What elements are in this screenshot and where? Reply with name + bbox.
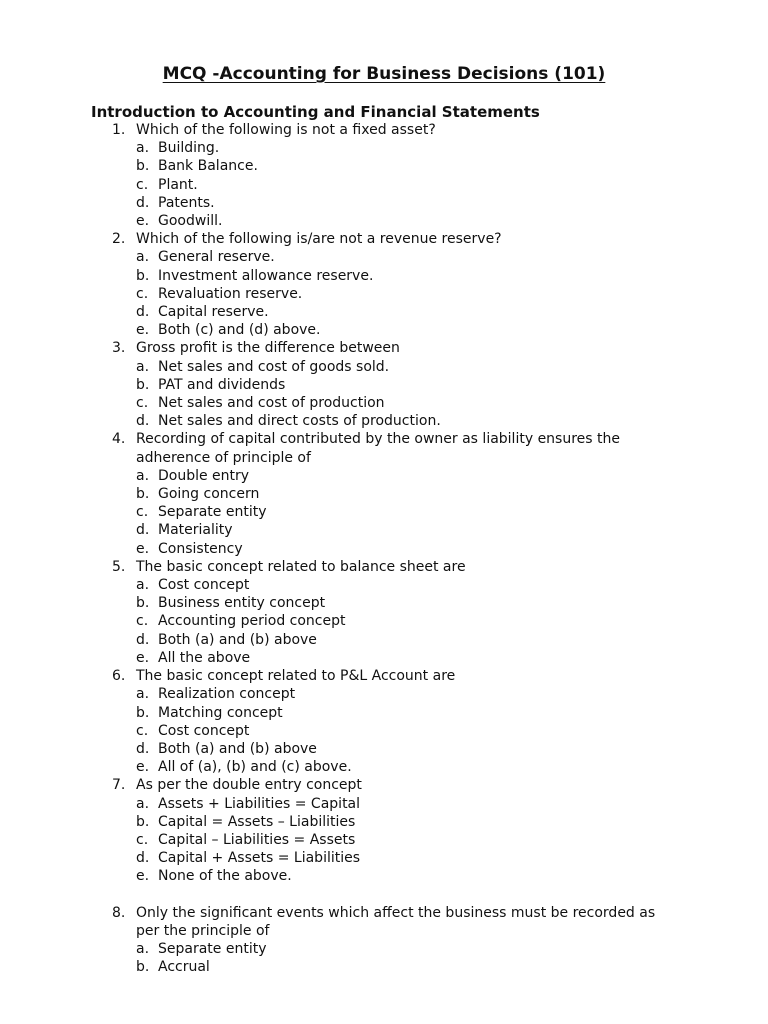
option-text: Net sales and direct costs of production. [158, 413, 441, 430]
option-letter: a. [136, 577, 150, 594]
option-item [0, 649, 768, 667]
option-letter: a. [136, 795, 150, 812]
option-item [0, 831, 768, 849]
option-letter: d. [136, 850, 150, 867]
option-item [0, 867, 768, 885]
option-item [0, 303, 768, 321]
question-row [0, 430, 676, 466]
option-list [0, 685, 768, 776]
option-list [0, 139, 768, 230]
option-text: Cost concept [158, 722, 250, 739]
question-row [0, 121, 676, 139]
question-row [0, 667, 676, 685]
option-text: Separate entity [158, 504, 267, 521]
option-item [0, 722, 768, 740]
option-item [0, 631, 768, 649]
option-item [0, 740, 768, 758]
option-letter: d. [136, 631, 150, 648]
section-heading: Introduction to Accounting and Financial Statements [91, 103, 540, 121]
question-text: The basic concept related to P&L Account are [136, 668, 456, 685]
option-item [0, 285, 768, 303]
option-text: Capital reserve. [158, 304, 269, 321]
option-letter: b. [136, 158, 150, 175]
option-letter: c. [136, 722, 149, 739]
option-text: Assets + Liabilities = Capital [158, 795, 361, 812]
question-text: Which of the following is/are not a revenue reserve? [136, 231, 502, 248]
option-letter: a. [136, 941, 150, 958]
option-item [0, 321, 768, 339]
option-letter: a. [136, 140, 150, 157]
option-letter: c. [136, 395, 149, 412]
option-item [0, 576, 768, 594]
option-letter: a. [136, 358, 150, 375]
option-letter: c. [136, 176, 149, 193]
option-text: Both (c) and (d) above. [158, 322, 321, 339]
question-number: 4. [112, 431, 126, 448]
option-letter: c. [136, 504, 149, 521]
option-letter: e. [136, 322, 150, 339]
question-row [0, 230, 676, 248]
question-number: 3. [112, 340, 126, 357]
option-text: Separate entity [158, 941, 267, 958]
option-item [0, 503, 768, 521]
option-item [0, 958, 768, 976]
option-item [0, 194, 768, 212]
question-text: The basic concept related to balance sheet are [136, 558, 466, 575]
question-item [0, 667, 768, 776]
option-item [0, 267, 768, 285]
option-text: Investment allowance reserve. [158, 267, 374, 284]
question-number: 7. [112, 777, 126, 794]
option-text: Bank Balance. [158, 158, 258, 175]
question-number: 5. [112, 558, 126, 575]
option-letter: d. [136, 194, 150, 211]
option-item [0, 758, 768, 776]
option-text: Accounting period concept [158, 613, 346, 630]
option-item [0, 212, 768, 230]
option-letter: b. [136, 959, 150, 976]
option-text: Capital – Liabilities = Assets [158, 831, 356, 848]
option-item [0, 176, 768, 194]
option-text: Consistency [158, 540, 243, 557]
question-number: 1. [112, 122, 126, 138]
option-item [0, 813, 768, 831]
option-text: Patents. [158, 194, 215, 211]
option-item [0, 540, 768, 558]
option-item [0, 940, 768, 958]
option-letter: a. [136, 249, 150, 266]
option-letter: e. [136, 868, 150, 885]
option-text: Both (a) and (b) above [158, 740, 317, 757]
option-item [0, 849, 768, 867]
option-item [0, 139, 768, 157]
option-text: Net sales and cost of production [158, 395, 385, 412]
option-item [0, 358, 768, 376]
option-text: Realization concept [158, 686, 296, 703]
option-text: Capital + Assets = Liabilities [158, 850, 361, 867]
question-item [0, 776, 768, 885]
option-list [0, 576, 768, 667]
question-row [0, 558, 676, 576]
option-list [0, 795, 768, 886]
question-number: 2. [112, 231, 126, 248]
option-item [0, 157, 768, 175]
option-text: Net sales and cost of goods sold. [158, 358, 390, 375]
option-letter: b. [136, 376, 150, 393]
option-text: Goodwill. [158, 213, 223, 230]
question-item [0, 230, 768, 339]
option-list [0, 467, 768, 558]
option-letter: e. [136, 540, 150, 557]
option-text: Accrual [158, 959, 210, 976]
option-text: General reserve. [158, 249, 275, 266]
option-item [0, 685, 768, 703]
option-letter: a. [136, 686, 150, 703]
option-text: Cost concept [158, 577, 250, 594]
question-text: As per the double entry concept [136, 777, 362, 794]
question-item [0, 430, 768, 557]
question-item [0, 558, 768, 667]
option-letter: b. [136, 813, 150, 830]
question-text: Recording of capital contributed by the owner as liability ensures the adherence of principle of [136, 431, 620, 466]
option-item [0, 485, 768, 503]
option-letter: c. [136, 831, 149, 848]
option-letter: e. [136, 649, 150, 666]
option-item [0, 795, 768, 813]
option-letter: c. [136, 613, 149, 630]
option-letter: d. [136, 304, 150, 321]
question-number: 8. [112, 904, 126, 921]
option-item [0, 594, 768, 612]
option-text: All of (a), (b) and (c) above. [158, 759, 352, 776]
option-text: Business entity concept [158, 595, 326, 612]
question-text: Only the significant events which affect the business must be recorded as per the principle of [136, 904, 656, 939]
option-letter: d. [136, 413, 150, 430]
question-item [0, 904, 768, 977]
option-item [0, 704, 768, 722]
question-text: Which of the following is not a fixed asset? [136, 122, 436, 138]
option-item [0, 376, 768, 394]
option-text: Plant. [158, 176, 198, 193]
option-item [0, 612, 768, 630]
option-item [0, 412, 768, 430]
question-item [0, 121, 768, 230]
option-list [0, 248, 768, 339]
option-letter: b. [136, 595, 150, 612]
option-text: PAT and dividends [158, 376, 286, 393]
question-text: Gross profit is the difference between [136, 340, 400, 357]
option-text: Building. [158, 140, 220, 157]
question-row [0, 776, 676, 794]
option-letter: d. [136, 740, 150, 757]
document-title: MCQ -Accounting for Business Decisions (101) [162, 64, 606, 84]
option-letter: b. [136, 267, 150, 284]
option-list [0, 940, 768, 976]
option-item [0, 467, 768, 485]
option-item [0, 521, 768, 539]
option-item [0, 248, 768, 266]
option-text: Materiality [158, 522, 233, 539]
option-text: Going concern [158, 486, 260, 503]
option-letter: b. [136, 486, 150, 503]
question-row [0, 339, 676, 357]
option-text: Revaluation reserve. [158, 285, 303, 302]
option-letter: b. [136, 704, 150, 721]
option-text: Matching concept [158, 704, 283, 721]
option-item [0, 394, 768, 412]
option-text: Both (a) and (b) above [158, 631, 317, 648]
option-letter: e. [136, 759, 150, 776]
option-letter: e. [136, 213, 150, 230]
question-number: 6. [112, 668, 126, 685]
question-list [0, 121, 768, 977]
option-list [0, 358, 768, 431]
question-row [0, 904, 676, 940]
option-letter: d. [136, 522, 150, 539]
question-item [0, 339, 768, 430]
option-letter: a. [136, 467, 150, 484]
option-text: None of the above. [158, 868, 292, 885]
option-letter: c. [136, 285, 149, 302]
option-text: Capital = Assets – Liabilities [158, 813, 356, 830]
option-text: All the above [158, 649, 251, 666]
option-text: Double entry [158, 467, 250, 484]
